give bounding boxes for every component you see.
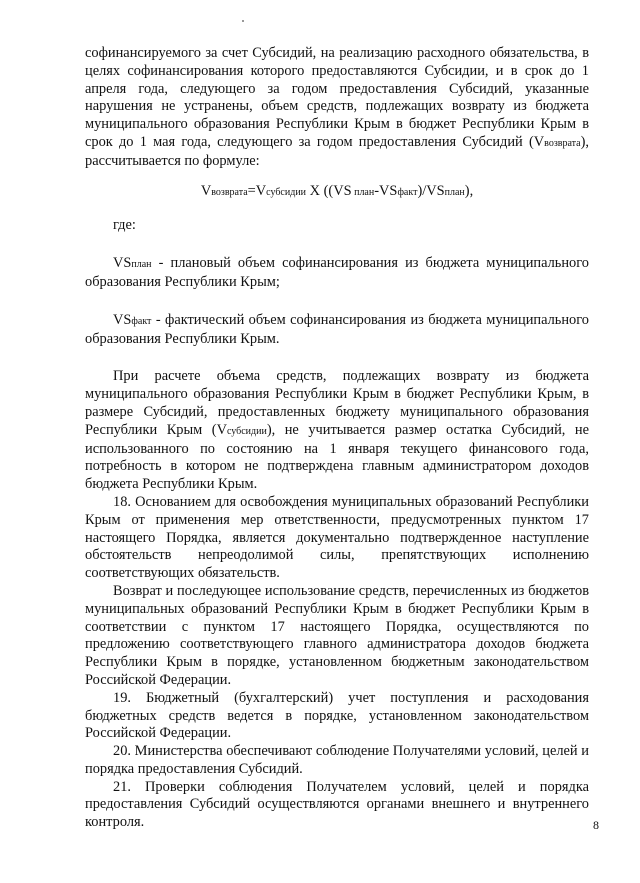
paragraph-18-return: Возврат и последующее использование средств, перечисленных из бюджетов муниципальных образований Республики Крым в бюджет Республики Крым в соответствии с пунктом 17 настоящего Порядка, осуществляются по предложению соответствующего главного администратора доходов бюджета Республики Крым в порядке, установленном бюджетным законодательством Российской Федерации. bbox=[85, 582, 589, 688]
paragraph-19: 19. Бюджетный (бухгалтерский) учет поступления и расходования бюджетных средств ведется в порядке, установленном законодательством Российской Федерации. bbox=[85, 689, 589, 742]
definition-vs-fact: VSфакт - фактический объем софинансирования из бюджета муниципального образования Республики Крым. bbox=[85, 311, 589, 347]
paragraph-20: 20. Министерства обеспечивают соблюдение Получателями условий, целей и порядка предоставления Субсидий. bbox=[85, 743, 589, 777]
paragraph-18: 18. Основанием для освобождения муниципальных образований Республики Крым от применения мер ответственности, предусмотренных пунктом 17 настоящего Порядка, является документально подтвержденное наступление обстоятельств непреодолимой силы, препятствующих исполнению соответствующих обязательств. bbox=[85, 493, 589, 582]
scan-mark bbox=[242, 20, 244, 22]
definition-vs-plan: VSплан - плановый объем софинансирования из бюджета муниципального образования Республики Крым; bbox=[85, 255, 589, 290]
document-body bbox=[85, 45, 589, 832]
return-formula: Vвозврата=Vсубсидии X ((VS план-VSфакт)/VSплан), bbox=[200, 182, 474, 199]
page-number: 8 bbox=[593, 818, 599, 832]
paragraph-calculation: При расчете объема средств, подлежащих возврату из бюджета муниципального образования Республики Крым в бюджет Республики Крым, в размере Субсидий, предоставленных бюджету муниципального образования Республики Крым (Vсубсидии), не учитывается размер остатка Субсидий, не использованного по состоянию на 1 января текущего финансового года, потребность в котором не подтверждена главным администратором доходов бюджета Республики Крым. bbox=[85, 368, 589, 493]
paragraph-intro: софинансируемого за счет Субсидий, на реализацию расходного обязательства, в целях софинансирования которого предоставляются Субсидии, и в срок до 1 апреля года, следующего за годом предоставления Субсидий, указанные нарушения не устранены, объем средств, подлежащих возврату из бюджета муниципального образования Республики Крым в бюджет Республики Крым в срок до 1 мая года, следующего за годом предоставления Субсидий (Vвозврата), рассчитывается по формуле: bbox=[85, 45, 589, 169]
symbol-v-return: Vвозврата bbox=[533, 133, 581, 150]
paragraph-21: 21. Проверки соблюдения Получателем условий, целей и порядка предоставления Субсидий осуществляются органами внешнего и внутреннего контроля. bbox=[85, 778, 589, 831]
where-label: где: bbox=[113, 217, 136, 234]
